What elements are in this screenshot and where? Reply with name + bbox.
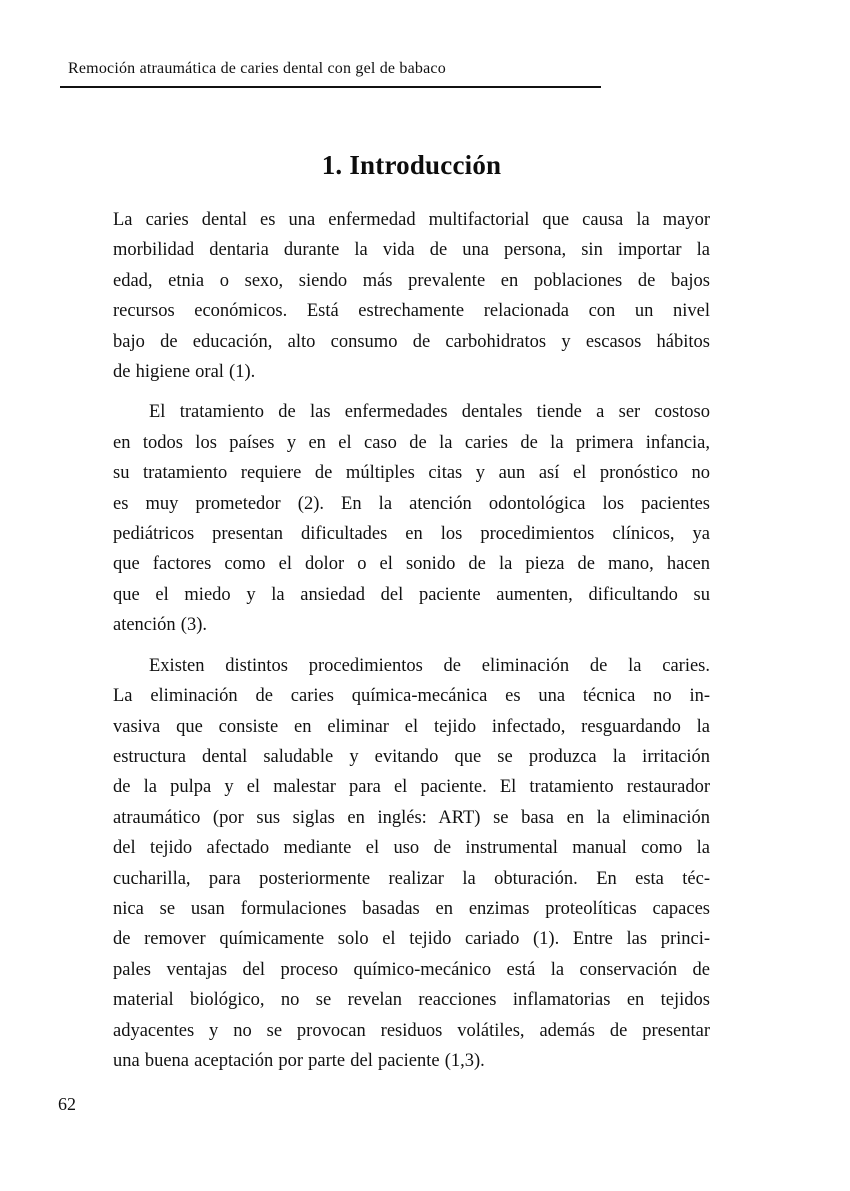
text-line: de higiene oral (1).: [113, 362, 256, 383]
paragraph: [113, 651, 710, 1077]
running-header: Remoción atraumática de caries dental con gel de babaco: [68, 60, 446, 77]
page-content: [113, 150, 710, 1076]
paragraph: [113, 205, 710, 387]
text-line: Existen distintos procedimientos de eliminación de la caries.: [149, 655, 710, 676]
text-line: del tejido afectado mediante el uso de instrumental manual como la: [113, 838, 710, 859]
text-line: es muy prometedor (2). En la atención odontológica los pacientes: [113, 493, 710, 514]
text-line: pediátricos presentan dificultades en los procedimientos clínicos, ya: [113, 524, 710, 545]
text-line: atraumático (por sus siglas en inglés: ART) se basa en la eliminación: [113, 807, 710, 828]
text-line: El tratamiento de las enfermedades dentales tiende a ser costoso: [149, 402, 710, 423]
paragraph: [113, 397, 710, 640]
text-line: que el miedo y la ansiedad del paciente aumenten, dificultando su: [113, 584, 710, 605]
header-rule: [60, 86, 601, 88]
text-line: La eliminación de caries química-mecánica es una técnica no in-: [113, 686, 710, 707]
text-line: cucharilla, para posteriormente realizar la obturación. En esta téc-: [113, 868, 710, 889]
text-line: estructura dental saludable y evitando que se produzca la irritación: [113, 746, 710, 767]
section-title: 1. Introducción: [321, 150, 502, 180]
text-line: vasiva que consiste en eliminar el tejido infectado, resguardando la: [113, 716, 710, 737]
text-line: material biológico, no se revelan reacciones inflamatorias en tejidos: [113, 990, 710, 1011]
text-line: recursos económicos. Está estrechamente relacionada con un nivel: [113, 301, 710, 322]
page-number: 62: [58, 1094, 76, 1114]
body-text: [113, 205, 710, 1076]
text-line: de la pulpa y el malestar para el paciente. El tratamiento restaurador: [113, 777, 710, 798]
text-line: de remover químicamente solo el tejido cariado (1). Entre las princi-: [113, 929, 710, 950]
text-line: edad, etnia o sexo, siendo más prevalente en poblaciones de bajos: [113, 270, 710, 291]
text-line: atención (3).: [113, 615, 207, 636]
text-line: en todos los países y en el caso de la caries de la primera infancia,: [113, 432, 710, 453]
text-line: nica se usan formulaciones basadas en enzimas proteolíticas capaces: [113, 898, 710, 919]
text-line: morbilidad dentaria durante la vida de una persona, sin importar la: [113, 240, 710, 261]
text-line: pales ventajas del proceso químico-mecánico está la conservación de: [113, 959, 710, 980]
text-line: una buena aceptación por parte del paciente (1,3).: [113, 1050, 485, 1071]
text-line: bajo de educación, alto consumo de carbohidratos y escasos hábitos: [113, 331, 710, 352]
text-line: La caries dental es una enfermedad multifactorial que causa la mayor: [113, 210, 710, 230]
text-line: adyacentes y no se provocan residuos volátiles, además de presentar: [113, 1020, 710, 1041]
text-line: su tratamiento requiere de múltiples citas y aun así el pronóstico no: [113, 463, 710, 484]
text-line: que factores como el dolor o el sonido de la pieza de mano, hacen: [113, 554, 710, 575]
